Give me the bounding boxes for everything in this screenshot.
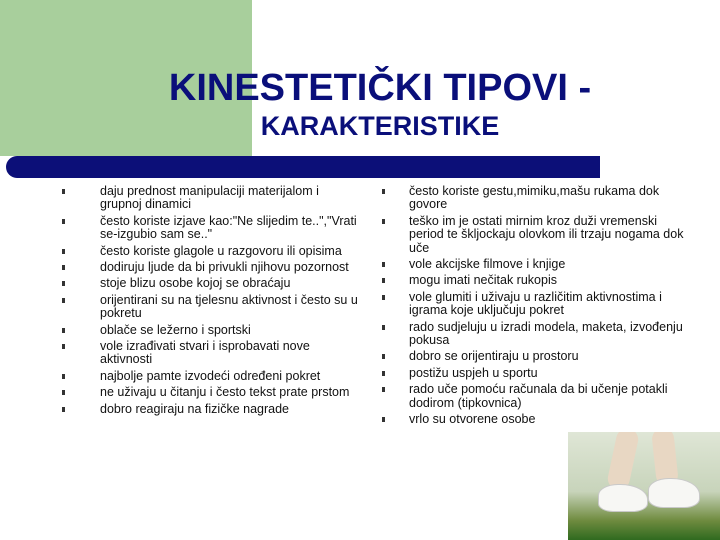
bullet-icon	[382, 417, 385, 422]
list-item	[62, 340, 362, 367]
list-item-text: mogu imati nečitak rukopis	[409, 273, 557, 288]
title-divider-bar	[6, 156, 600, 178]
bullet-icon	[62, 374, 65, 379]
list-item-text: orijentirani su na tjelesnu aktivnost i često su u pokretu	[100, 292, 358, 321]
list-item	[62, 403, 362, 416]
list-item	[382, 367, 688, 380]
bullet-icon	[382, 295, 385, 300]
list-item-text: stoje blizu osobe kojoj se obraćaju	[100, 276, 291, 291]
bullet-icon	[62, 344, 65, 349]
list-item-text: često koriste gestu,mimiku,mašu rukama dok govore	[409, 184, 660, 212]
list-item	[382, 274, 688, 287]
bullet-icon	[62, 390, 65, 395]
tennis-shoes-photo	[568, 432, 720, 540]
bullet-icon	[382, 325, 385, 330]
list-item	[62, 261, 362, 274]
shoe-shape	[598, 484, 648, 512]
list-item-text: daju prednost manipulaciji materijalom i grupnoj dinamici	[100, 184, 319, 212]
list-item	[62, 185, 362, 212]
list-item	[382, 413, 688, 426]
list-item-text: oblače se ležerno i sportski	[100, 322, 251, 337]
bullet-icon	[62, 219, 65, 224]
list-item-text: vrlo su otvorene osobe	[409, 412, 536, 427]
bullet-icon	[62, 281, 65, 286]
list-item	[382, 185, 688, 212]
list-item-text: ne uživaju u čitanju i često tekst prate prstom	[100, 385, 350, 400]
list-item-text: rado uče pomoću računala da bi učenje potakli dodirom (tipkovnica)	[409, 382, 668, 410]
bullet-icon	[382, 262, 385, 267]
list-item-text: najbolje pamte izvodeći određeni pokret	[100, 368, 321, 383]
bullet-icon	[62, 265, 65, 270]
list-item-text: često koriste izjave kao:"Ne slijedim te..","Vrati se-izgubio sam se.."	[100, 213, 357, 242]
bullet-icon	[62, 407, 65, 412]
bullet-icon	[62, 189, 65, 194]
list-item-text: vole akcijske filmove i knjige	[409, 257, 566, 272]
bullet-icon	[62, 249, 65, 254]
leg-shape	[606, 432, 640, 492]
list-item-text: dodiruju ljude da bi privukli njihovu pozornost	[100, 260, 349, 275]
bullet-icon	[62, 298, 65, 303]
slide-title: KINESTETIČKI TIPOVI -	[168, 67, 592, 109]
list-item-text: rado sudjeluju u izradi modela, maketa, izvođenju pokusa	[409, 319, 683, 348]
bullet-icon	[382, 278, 385, 283]
bullet-icon	[382, 189, 385, 194]
list-item	[382, 215, 688, 255]
list-item-text: često koriste glagole u razgovoru ili opisima	[100, 243, 342, 258]
list-item	[62, 294, 362, 321]
list-item	[62, 324, 362, 337]
list-item-text: postižu uspjeh u sportu	[409, 365, 538, 380]
right-bullet-list	[382, 185, 688, 430]
bullet-icon	[382, 219, 385, 224]
list-item	[382, 291, 688, 318]
list-item	[62, 215, 362, 242]
left-bullet-list	[62, 185, 362, 419]
bullet-icon	[382, 371, 385, 376]
list-item	[382, 258, 688, 271]
list-item	[62, 386, 362, 399]
shoe-shape	[648, 478, 700, 508]
list-item	[382, 321, 688, 348]
list-item	[382, 383, 688, 410]
list-item	[62, 245, 362, 258]
bullet-icon	[382, 387, 385, 392]
list-item-text: teško im je ostati mirnim kroz duži vremenski period te škljockaju olovkom ili trzaju nogama dok uče	[409, 213, 684, 255]
list-item	[62, 370, 362, 383]
list-item	[62, 277, 362, 290]
list-item-text: vole izrađivati stvari i isprobavati nove aktivnosti	[100, 339, 310, 367]
slide-subtitle: KARAKTERISTIKE	[260, 111, 500, 141]
list-item-text: dobro reagiraju na fizičke nagrade	[100, 401, 290, 416]
list-item	[382, 350, 688, 363]
list-item-text: vole glumiti i uživaju u različitim aktivnostima i igrama koje uključuju pokret	[409, 289, 662, 318]
bullet-icon	[382, 354, 385, 359]
bullet-icon	[62, 328, 65, 333]
list-item-text: dobro se orijentiraju u prostoru	[409, 349, 579, 364]
